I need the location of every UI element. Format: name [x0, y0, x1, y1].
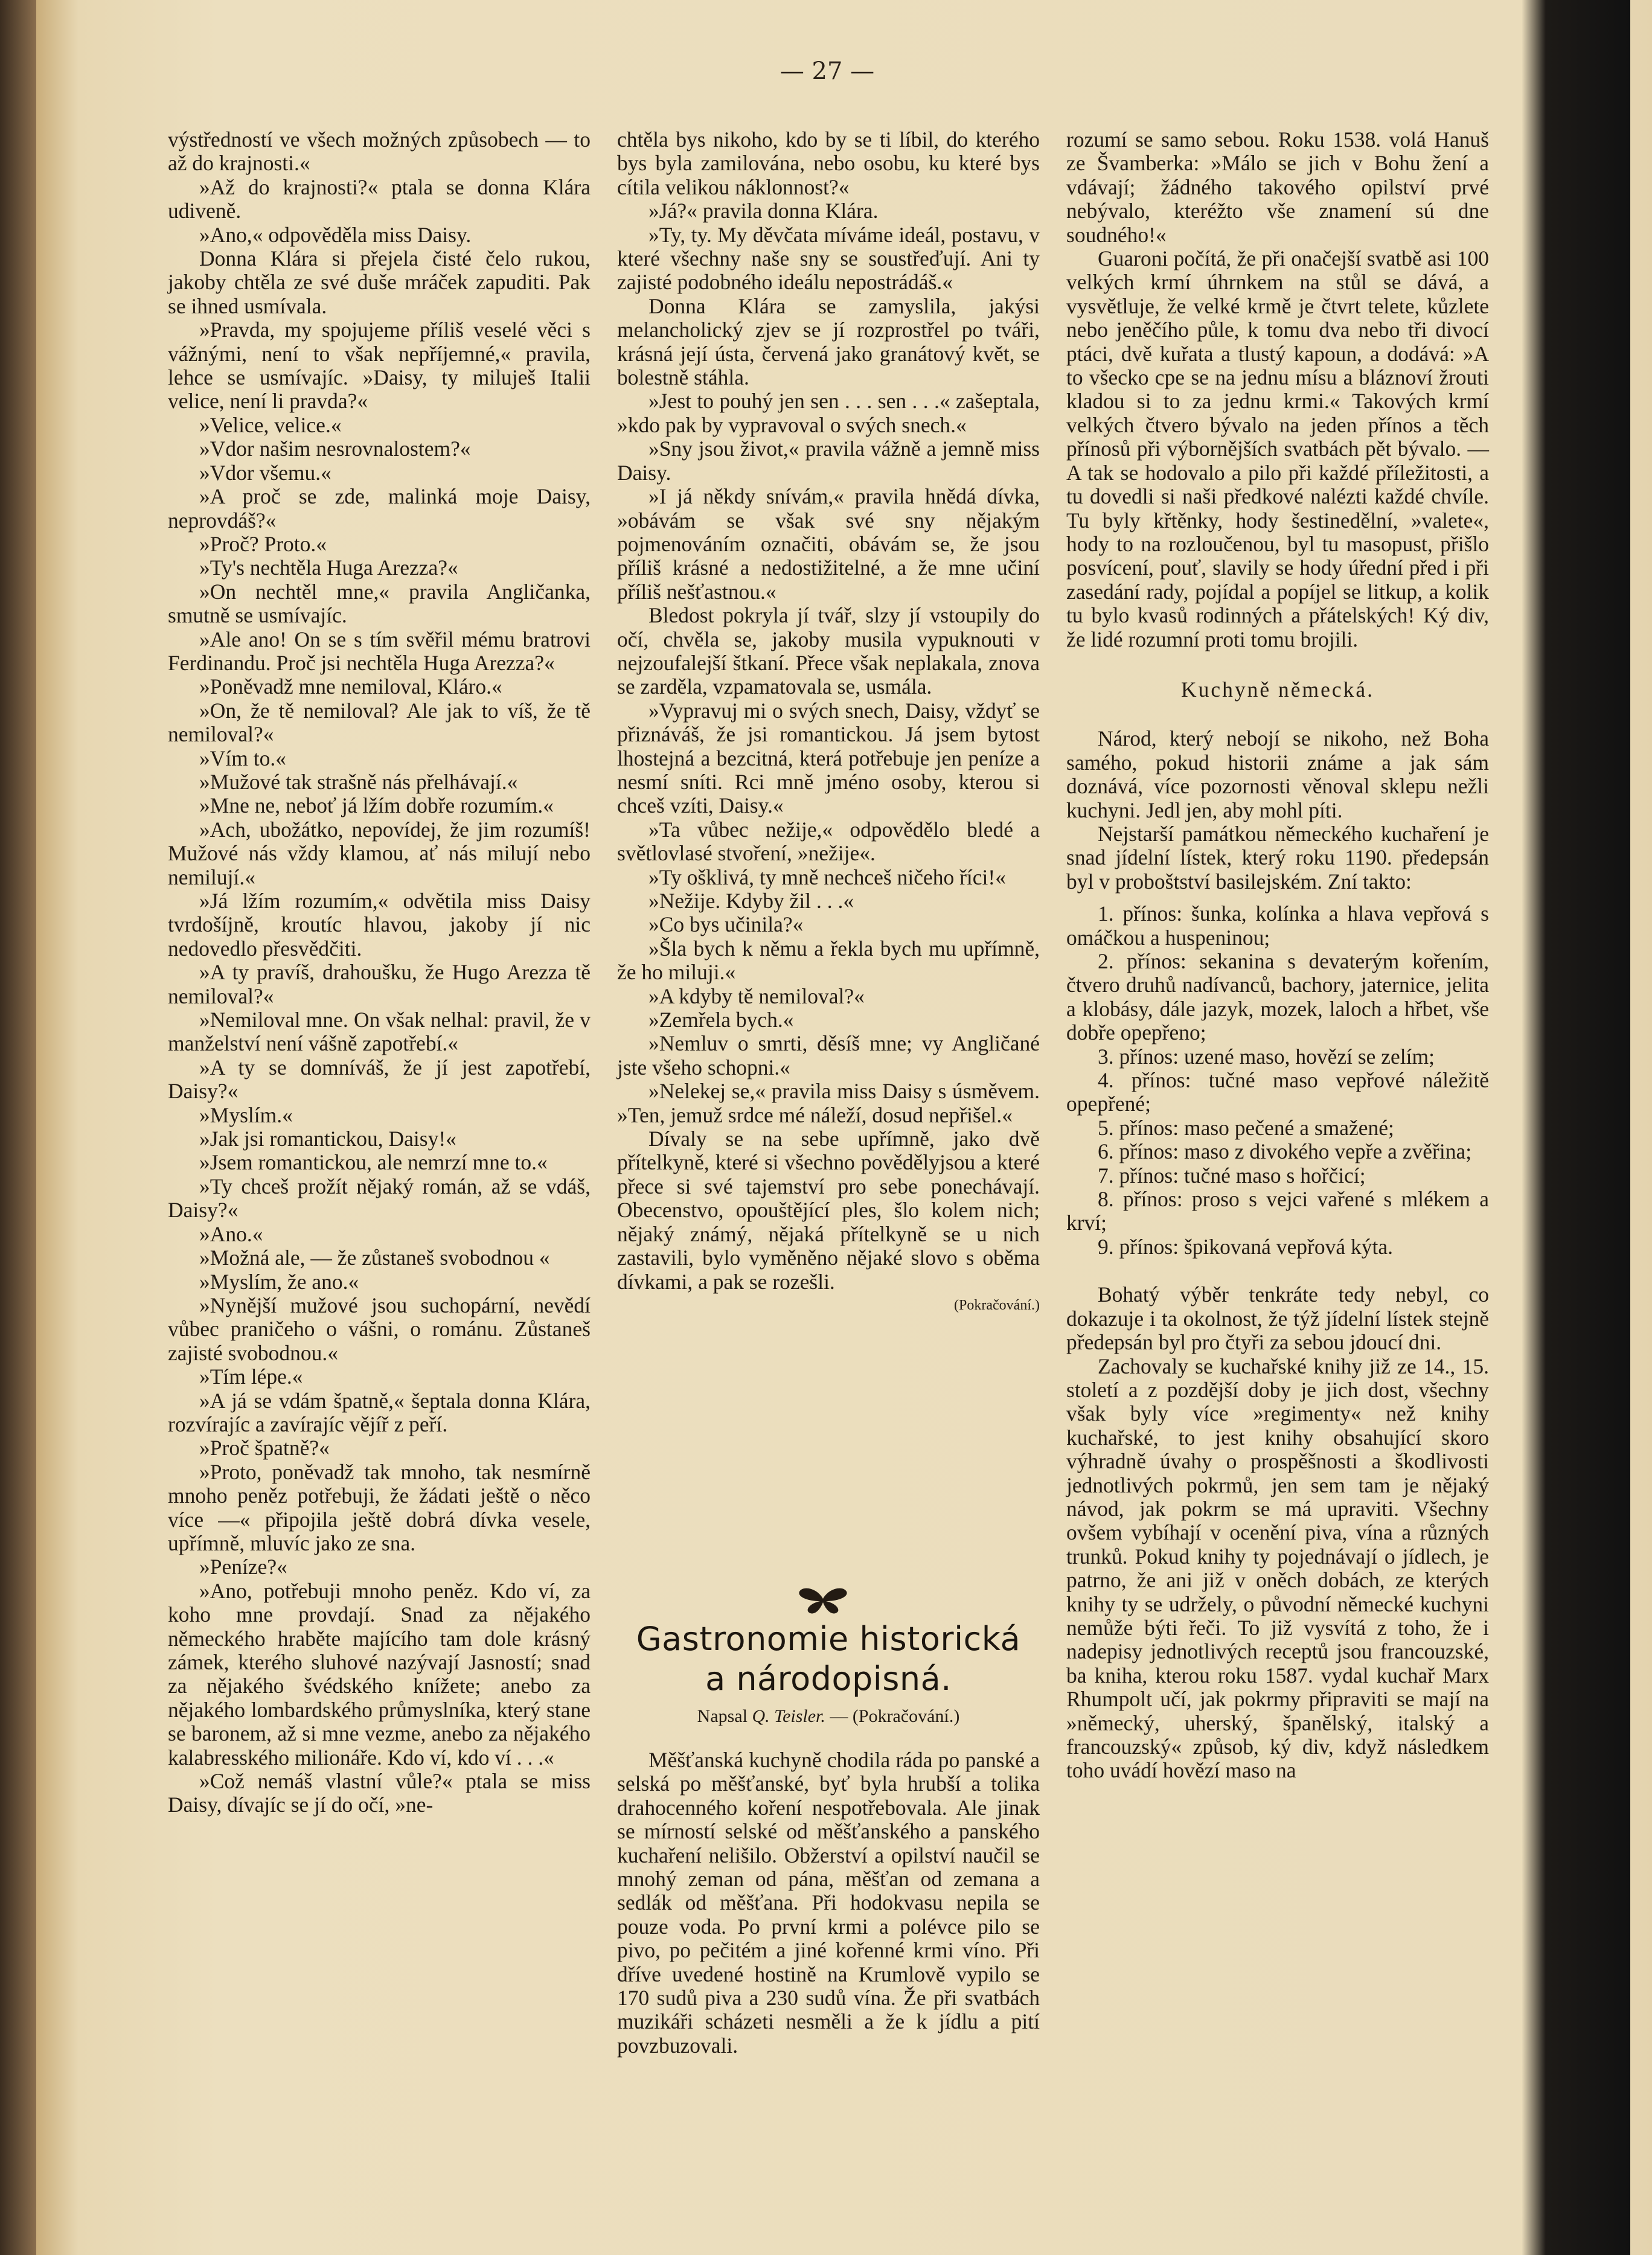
- paragraph: Dívaly se na sebe upřímně, jako dvě přítelkyně, které si všechno povědělyjsou a které přece si své tajemství pro sebe ponechávají. Obecenstvo, opouštějící ples, šlo kolem nich; nějaký známý, nějaká přítelkyně se u nich zastavili, bylo vyměněno nějaké slovo s oběma dívkami, a pak se rozešli.: [617, 1127, 1040, 1294]
- paragraph: »Tím lépe.«: [199, 1364, 303, 1389]
- paragraph: »Zemřela bych.«: [648, 1008, 794, 1032]
- paragraph: »Já lžím rozumím,« odvětila miss Daisy tvrdošíjně, kroutíc hlavou, jakoby jí nic nedovedlo přesvědčiti.: [168, 889, 591, 961]
- paragraph: »Ta vůbec nežije,« odpovědělo bledé a světlovlasé stvoření, »nežije«.: [617, 817, 1040, 866]
- menu-item: 1. přínos: šunka, kolínka a hlava vepřová s omáčkou a huspeninou;: [1066, 901, 1489, 950]
- menu-item: 8. přínos: proso s vejci vařené s mlékem a krví;: [1066, 1187, 1489, 1235]
- paragraph: »Poněvadž mne nemiloval, Kláro.«: [199, 674, 502, 699]
- paragraph: Nejstarší památkou německého kuchaření je snad jídelní lístek, který roku 1190. předepsán byl v proboštství basilejském. Zní takto:: [1066, 821, 1489, 894]
- paragraph: »Myslím.«: [199, 1102, 293, 1127]
- paragraph: »Myslím, že ano.«: [199, 1269, 359, 1294]
- menu-item: 3. přínos: uzené maso, hovězí se zelím;: [1098, 1044, 1435, 1069]
- byline-author: Q. Teisler.: [752, 1706, 825, 1726]
- menu-item: 2. přínos: sekanina s devaterým kořením, čtvero druhů nadívanců, bachory, jaternice, jelita a klobásy, dále jazyk, mozek, laloch a hřbet, vše dobře opepřeno;: [1066, 949, 1489, 1045]
- paragraph: »Ano.«: [199, 1221, 263, 1246]
- paragraph: »Ach, ubožátko, nepovídej, že jim rozumíš! Mužové nás vždy klamou, ať nás milují nebo nemilují.«: [168, 817, 591, 889]
- column-3: [1066, 128, 1489, 1783]
- paragraph: »Proč špatně?«: [199, 1436, 330, 1460]
- paragraph: »Já?« pravila donna Klára.: [648, 199, 879, 223]
- paragraph: »Proč? Proto.«: [199, 531, 327, 556]
- paragraph: Bledost pokryla jí tvář, slzy jí vstoupily do očí, chvěla se, jakoby musila vypuknouti v nejzoufalejší štkaní. Přece však neplakala, znova se zarděla, vzpamatovala se, usmála.: [617, 603, 1040, 699]
- paragraph: »Jsem romantickou, ale nemrzí mne to.«: [199, 1150, 548, 1175]
- paragraph: Donna Klára si přejela čisté čelo rukou, jakoby chtěla ze své duše mráček zapuditi. Pak se ihned usmívala.: [168, 246, 591, 318]
- paragraph: »Až do krajnosti?« ptala se donna Klára udiveně.: [168, 174, 591, 223]
- paragraph: »Ty ošklivá, ty mně nechceš ničeho říci!«: [648, 865, 1006, 889]
- paragraph: chtěla bys nikoho, kdo by se ti líbil, do kterého bys byla zamilována, nebo osobu, ku které bys cítila velikou náklonnost?«: [617, 127, 1040, 199]
- menu-item: 9. přínos: špikovaná vepřová kýta.: [1098, 1234, 1394, 1259]
- paragraph: »Ty's nechtěla Huga Arezza?«: [199, 555, 458, 580]
- menu-item: 5. přínos: maso pečené a smažené;: [1098, 1115, 1394, 1140]
- paragraph: Národ, který nebojí se nikoho, než Boha samého, pokud historii známe a jak sám doznává, více pozornosti věnoval sklepu nežli kuchyni. Jedl jen, aby mohl píti.: [1066, 726, 1489, 822]
- paragraph: »Co bys učinila?«: [648, 912, 804, 937]
- paragraph: »Vypravuj mi o svých snech, Daisy, vždyť se přiznáváš, že jsi romantickou. Já jsem bytost lhostejná a bezcitná, která potřebuje jen peníze a nesmí sníti. Rci mně jméno osoby, kterou si chceš vzíti, Daisy.«: [617, 698, 1040, 818]
- paragraph: rozumí se samo sebou. Roku 1538. volá Hanuš ze Švamberka: »Málo se jich v Bohu žení a vdávají; žádného takového opilství prvé nebývalo, kteréžto vše znamení sú dne soudného!«: [1066, 127, 1489, 247]
- paragraph: »I já někdy snívám,« pravila hnědá dívka, »obávám se však své sny nějakým pojmenováním označiti, obávám se, že jsou příliš krásné a nedostižitelné, a že mne učiní příliš nešťastnou.«: [617, 484, 1040, 604]
- column-2-article: [617, 1748, 1040, 2058]
- paragraph: »Nelekej se,« pravila miss Daisy s úsměvem. »Ten, jemuž srdce mé náleží, dosud nepřišel.«: [617, 1079, 1040, 1127]
- byline-prefix: Napsal: [697, 1706, 748, 1726]
- paragraph: »A kdyby tě nemiloval?«: [648, 984, 865, 1008]
- paragraph: »A proč se zde, malinká moje Daisy, neprovdáš?«: [168, 484, 591, 533]
- menu-item: 7. přínos: tučné maso s hořčicí;: [1098, 1163, 1366, 1188]
- paragraph: »On, že tě nemiloval? Ale jak to víš, že tě nemiloval?«: [168, 698, 591, 747]
- byline-suffix: — (Pokračování.): [830, 1706, 960, 1726]
- paragraph: »Vdor všemu.«: [199, 460, 331, 485]
- paragraph: »Vím to.«: [199, 746, 286, 770]
- butterfly-ornament-icon: [796, 1582, 850, 1618]
- column-1: [168, 128, 591, 1817]
- menu-item: 6. přínos: maso z divokého vepře a zvěřina;: [1098, 1139, 1472, 1164]
- paragraph: »Mužové tak strašně nás přelhávají.«: [199, 769, 518, 794]
- paragraph: »Šla bych k němu a řekla bych mu upřímně, že ho miluji.«: [617, 936, 1040, 985]
- paragraph: výstředností ve všech možných způsobech — to až do krajnosti.«: [168, 127, 591, 176]
- paragraph: »Což nemáš vlastní vůle?« ptala se miss Daisy, dívajíc se jí do očí, »ne-: [168, 1769, 591, 1817]
- paragraph: »A já se vdám špatně,« šeptala donna Klára, rozvírajíc a zavírajíc vějíř z peří.: [168, 1388, 591, 1436]
- paragraph: »Vdor našim nesrovnalostem?«: [199, 437, 471, 461]
- paragraph: »A ty pravíš, drahoušku, že Hugo Arezza tě nemiloval?«: [168, 960, 591, 1008]
- paragraph: »Velice, velice.«: [199, 412, 342, 437]
- paragraph: »Nemiloval mne. On však nelhal: pravil, že v manželství není vášně zapotřebí.«: [168, 1008, 591, 1056]
- binding-edge: [1522, 0, 1630, 2255]
- paragraph: »Peníze?«: [199, 1555, 287, 1579]
- paragraph: »Sny jsou život,« pravila vážně a jemně miss Daisy.: [617, 437, 1040, 485]
- paragraph: »Jest to pouhý jen sen . . . sen . . .« zašeptala, »kdo pak by vypravoval o svých snech.«: [617, 389, 1040, 437]
- paragraph: »Ano, potřebuji mnoho peněz. Kdo ví, za koho mne provdají. Snad za nějakého německého hraběte majícího tam dole krásný zámek, kterého sluhové nazývají Jasností; snad za nějakého švédského knížete; anebo za nějakého lombardského průmyslníka, který stane se baronem, až si mne vezme, anebo za nějakého kalabresského milionáře. Kdo ví, kdo ví . . .«: [168, 1578, 591, 1770]
- book-gutter: [0, 0, 36, 2255]
- paragraph: »Jak jsi romantickou, Daisy!«: [199, 1127, 456, 1151]
- page-number: — 27 —: [780, 57, 875, 85]
- paragraph: Bohatý výběr tenkráte tedy nebyl, co dokazuje i ta okolnost, že týž jídelní lístek stejně předepsán byl pro čtyři za sebou jdoucí dni.: [1066, 1282, 1489, 1355]
- paragraph: »On nechtěl mne,« pravila Angličanka, smutně se usmívajíc.: [168, 579, 591, 628]
- article-byline: [617, 1706, 1040, 1727]
- paragraph: »Ale ano! On se s tím svěřil mému bratrovi Ferdinandu. Proč jsi nechtěla Huga Arezza?«: [168, 627, 591, 675]
- paragraph: »A ty se domníváš, že jí jest zapotřebí, Daisy?«: [168, 1055, 591, 1104]
- paragraph: »Možná ale, — že zůstaneš svobodnou «: [199, 1246, 550, 1270]
- paragraph: »Ty chceš prožít nějaký román, až se vdáš, Daisy?«: [168, 1174, 591, 1223]
- article-title-line: a národopisná.: [705, 1660, 952, 1698]
- section-heading: Kuchyně německá.: [1180, 677, 1375, 702]
- menu-item: 4. přínos: tučné maso vepřové náležitě opepřené;: [1066, 1068, 1489, 1116]
- column-2: [617, 128, 1040, 1317]
- paragraph: »Nemluv o smrti, děsíš mne; vy Angličané jste všeho schopni.«: [617, 1031, 1040, 1080]
- paragraph: »Proto, poněvadž tak mnoho, tak nesmírně mnoho peněz potřebuji, že žádati ještě o něco více —« připojila ještě dobrá dívka vesele, upřímně, mluvíc jako ze sna.: [168, 1459, 591, 1555]
- article-title: [617, 1619, 1040, 1699]
- paragraph: Guaroni počítá, že při onačejší svatbě asi 100 velkých krmí úhrnkem na stůl se dává, a vysvětluje, že velké krmě je čtvrt telete, kůzlete nebo jeněčího půle, k tomu dva nebo tři divocí ptáci, dvě kuřata a tlustý kapoun, a dodává: »A to všecko cpe se na jednu mísu a bláznoví žrouti kladou si to za jednu krmi.« Takových krmí velkých čtvero bývalo na jeden přínos a těch přínosů při výbornějších svatbách pět bývalo. — A tak se hodovalo a pilo při každé příležitosti, a tu dovedli si naši předkové nalézti každé chvíle. Tu byly křtěnky, hody šestinedělní, »valete«, hody to na rozloučenou, byl tu masopust, přišlo posvícení, pouť, slavily se hody úřední před i při zasedání rady, pojídal a popíjel se litkup, a kolik tu bylo kvasů rodinných a přátelských! Ký div, že lidé rozumní proti tomu brojili.: [1066, 246, 1489, 651]
- paragraph: »Pravda, my spojujeme příliš veselé věci s vážnými, není to však nepříjemné,« pravila, lehce se usmívajíc. »Daisy, ty miluješ Italii velice, není li pravda?«: [168, 318, 591, 414]
- paragraph: »Nynější mužové jsou suchopární, nevědí vůbec praničeho o vášni, o románu. Zůstaneš zajisté svobodnou.«: [168, 1293, 591, 1365]
- paragraph: »Mne ne, neboť já lžím dobře rozumím.«: [199, 793, 554, 818]
- paragraph: Zachovaly se kuchařské knihy již ze 14., 15. století a z pozdější doby je jich dost, všechny však byly více »regimenty« než knihy kuchařské, to jest knihy obsahující skoro výhradně úvahy o prospěšnosti a škodlivosti jednotlivých pokrmů, jen sem tam je nějaký návod, jak pokrm se má upraviti. Všechny ovšem vybíhají v ocenění piva, vína a různých trunků. Pokud knihy ty pojednávají o jídlech, je patrno, že ani již v oněch dobách, ze kterých knihy ty se udržely, o původní německé kuchyni nemůže býti řeči. To již vysvítá z toho, že i nadepisy jednotlivých receptů jsou francouzské, ba kniha, kterou roku 1587. vydal kuchař Marx Rhumpolt učí, jak pokrmy připraviti se mají na »německý, uherský, španělský, italský a francouzský« způsob, ký div, když následkem toho uvádí hovězí maso na: [1066, 1354, 1489, 1783]
- continued-label: (Pokračování.): [954, 1297, 1040, 1313]
- article-title-line: Gastronomie historická: [636, 1620, 1021, 1658]
- paragraph: Měšťanská kuchyně chodila ráda po panské a selská po měšťanské, byť byla hrubší a tolika drahocenného koření nespotřebovala. Ale jinak se mírností selské od měšťanského a panského kuchaření nelišilo. Obžerství a opilství naučil se mnohý zeman od pána, měšťan od zemana a sedlák od měšťana. Při hodokvasu nepila se pouze voda. Po první krmi a polévce pilo se pivo, po pečitém a jiné kořenné krmi víno. Při dříve uvedené hostině na Krumlově vypilo se 170 sudů piva a 230 sudů vína. Že při svatbách muzikáři scházeti nesměli a že k jídlu a pití povzbuzovali.: [617, 1748, 1040, 2058]
- paragraph: Donna Klára se zamyslila, jakýsi melancholický zjev se jí rozprostřel po tváři, krásná její ústa, červená jako granátový květ, se bolestně stáhla.: [617, 293, 1040, 390]
- paragraph: »Ano,« odpověděla miss Daisy.: [199, 222, 472, 247]
- paragraph: »Nežije. Kdyby žil . . .«: [648, 889, 854, 913]
- paragraph: »Ty, ty. My děvčata míváme ideál, postavu, v které všechny naše sny se soustřeďují. Ani ty zajisté podobného ideálu nepostrádáš.«: [617, 222, 1040, 295]
